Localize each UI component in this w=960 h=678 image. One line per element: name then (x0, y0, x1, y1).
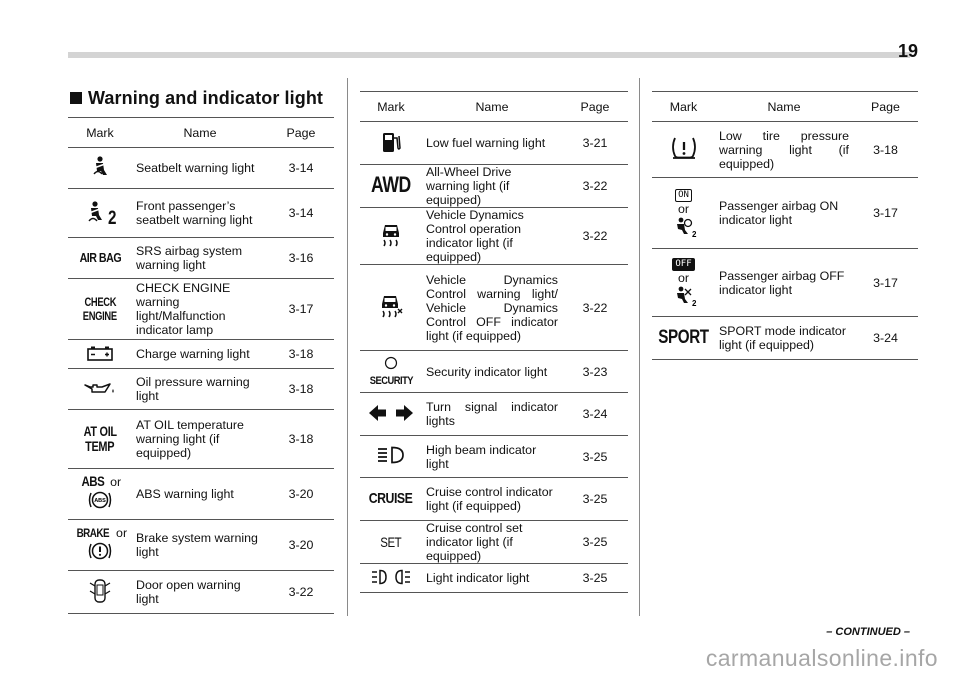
airbag-on-icon (652, 178, 715, 249)
row-page: 3-17 (268, 279, 334, 340)
or-text: or (110, 475, 122, 489)
row-name: Front passenger’s seatbelt warning light (132, 189, 268, 238)
table-row (360, 521, 628, 564)
sport-icon (652, 317, 715, 360)
row-name: Seatbelt warning light (132, 148, 268, 189)
at-oil-temp-icon (68, 410, 132, 469)
icon-label: AT OIL (83, 423, 117, 439)
table-row (360, 165, 628, 208)
table-header-row (652, 92, 918, 122)
header-name: Name (132, 118, 268, 148)
row-name: Passenger airbag OFF indicator light (715, 249, 853, 317)
table-row (652, 178, 918, 249)
table-row (360, 351, 628, 393)
table-row (652, 122, 918, 178)
fuel-pump-icon (360, 122, 422, 165)
icon-label: AIR BAG (79, 250, 121, 265)
table-row (360, 478, 628, 521)
icon-label: ABS (81, 473, 105, 489)
row-page: 3-22 (562, 208, 628, 265)
warning-table-middle (360, 91, 628, 593)
icon-label: SPORT (658, 326, 709, 348)
row-name: Turn signal indicator lights (422, 393, 562, 436)
row-page: 3-25 (562, 521, 628, 564)
row-page: 3-21 (562, 122, 628, 165)
or-text: or (116, 525, 128, 540)
row-name: CHECK ENGINE warning light/Malfunction indicator lamp (132, 279, 268, 340)
row-name: Charge warning light (132, 340, 268, 369)
icon-label: CHECK (84, 295, 116, 309)
table-row (360, 208, 628, 265)
header-page: Page (268, 118, 334, 148)
row-page: 3-22 (268, 571, 334, 614)
header-mark: Mark (360, 92, 422, 122)
row-name: Passenger airbag ON indicator light (715, 178, 853, 249)
icon-label: SECURITY (369, 374, 413, 387)
or-text: or (677, 201, 690, 216)
continued-label: – CONTINUED – (826, 626, 910, 638)
row-page: 3-18 (853, 122, 918, 178)
header-page: Page (562, 92, 628, 122)
row-name: Low tire pressure warning light (if equipped) (715, 122, 853, 178)
cruise-icon (360, 478, 422, 521)
header-name: Name (715, 92, 853, 122)
icon-label: AWD (371, 171, 411, 197)
table-row (360, 265, 628, 351)
row-name: SRS airbag system warning light (132, 238, 268, 279)
abs-icon (68, 469, 132, 520)
light-indicator-icon (360, 564, 422, 593)
row-name: All-Wheel Drive warning light (if equipped) (422, 165, 562, 208)
warning-table-right (652, 91, 918, 360)
table-row (360, 436, 628, 478)
row-name: Door open warning light (132, 571, 268, 614)
row-name: Cruise control indicator light (if equipped) (422, 478, 562, 521)
table-row (360, 393, 628, 436)
row-page: 3-25 (562, 436, 628, 478)
awd-icon (360, 165, 422, 208)
column-divider (639, 78, 640, 616)
vehicle-dynamics-icon (360, 208, 422, 265)
door-open-icon (68, 571, 132, 614)
row-page: 3-22 (562, 265, 628, 351)
row-page: 3-20 (268, 469, 334, 520)
row-page: 3-14 (268, 189, 334, 238)
row-name: AT OIL temperature warning light (if equipped) (132, 410, 268, 469)
security-icon (360, 351, 422, 393)
passenger-seatbelt-icon (68, 189, 132, 238)
table-row (68, 571, 334, 614)
row-name: Security indicator light (422, 351, 562, 393)
icon-label: ENGINE (82, 309, 117, 323)
icon-label: CRUISE (369, 490, 413, 507)
watermark: carmanualsonline.info (705, 645, 938, 671)
row-name: SPORT mode indicator light (if equipped) (715, 317, 853, 360)
row-page: 3-25 (562, 478, 628, 521)
header-bar (68, 52, 910, 58)
battery-icon (68, 340, 132, 369)
row-page: 3-18 (268, 410, 334, 469)
table-row (360, 122, 628, 165)
row-name: Vehicle Dynamics Control operation indicator light (if equipped) (422, 208, 562, 265)
header-page: Page (853, 92, 918, 122)
row-name: Oil pressure warning light (132, 369, 268, 410)
row-page: 3-17 (853, 249, 918, 317)
brake-icon (68, 520, 132, 571)
abs-circle-label: ABS (94, 498, 106, 505)
warning-table-left (68, 117, 334, 614)
header-mark: Mark (652, 92, 715, 122)
row-page: 3-18 (268, 340, 334, 369)
set-icon (360, 521, 422, 564)
row-page: 3-24 (562, 393, 628, 436)
column-divider (347, 78, 348, 616)
section-title (70, 88, 323, 109)
icon-label: 2 (107, 208, 117, 230)
icon-label: SET (380, 533, 402, 550)
icon-label: TEMP (85, 438, 115, 454)
row-page: 3-22 (562, 165, 628, 208)
table-row (68, 238, 334, 279)
table-header-row (360, 92, 628, 122)
row-page: 3-24 (853, 317, 918, 360)
row-page: 3-25 (562, 564, 628, 593)
table-row (68, 469, 334, 520)
turn-signal-icon (360, 393, 422, 436)
row-name: Low fuel warning light (422, 122, 562, 165)
table-row (68, 279, 334, 340)
table-row (652, 317, 918, 360)
section-title-text: Warning and indicator light (88, 88, 324, 108)
row-page: 3-14 (268, 148, 334, 189)
row-name: Light indicator light (422, 564, 562, 593)
oil-can-icon (68, 369, 132, 410)
airbag-off-icon (652, 249, 715, 317)
airbag-off-digit: 2 (691, 299, 696, 308)
row-page: 3-16 (268, 238, 334, 279)
check-engine-icon (68, 279, 132, 340)
row-page: 3-17 (853, 178, 918, 249)
row-name: ABS warning light (132, 469, 268, 520)
table-row (68, 340, 334, 369)
off-badge: OFF (672, 258, 694, 271)
tire-pressure-icon (652, 122, 715, 178)
table-row (68, 410, 334, 469)
square-bullet-icon (70, 92, 82, 104)
page-number: 19 (897, 41, 918, 61)
icon-label: BRAKE (76, 525, 110, 540)
row-name: Brake system warning light (132, 520, 268, 571)
row-page: 3-23 (562, 351, 628, 393)
table-row (68, 148, 334, 189)
header-mark: Mark (68, 118, 132, 148)
airbag-text-icon (68, 238, 132, 279)
airbag-on-digit: 2 (691, 229, 696, 239)
table-row (68, 520, 334, 571)
header-name: Name (422, 92, 562, 122)
row-page: 3-18 (268, 369, 334, 410)
table-row (360, 564, 628, 593)
table-row (68, 189, 334, 238)
row-name: High beam indicator light (422, 436, 562, 478)
or-text: or (677, 271, 690, 285)
vehicle-dynamics-off-icon (360, 265, 422, 351)
row-name: Vehicle Dynamics Control warning light/ Vehicle Dynamics Control OFF indicator light (if equipped) (422, 265, 562, 351)
high-beam-icon (360, 436, 422, 478)
row-name: Cruise control set indicator light (if equipped) (422, 521, 562, 564)
table-row (652, 249, 918, 317)
seatbelt-icon (68, 148, 132, 189)
on-badge: ON (675, 189, 692, 202)
table-row (68, 369, 334, 410)
row-page: 3-20 (268, 520, 334, 571)
table-header-row (68, 118, 334, 148)
